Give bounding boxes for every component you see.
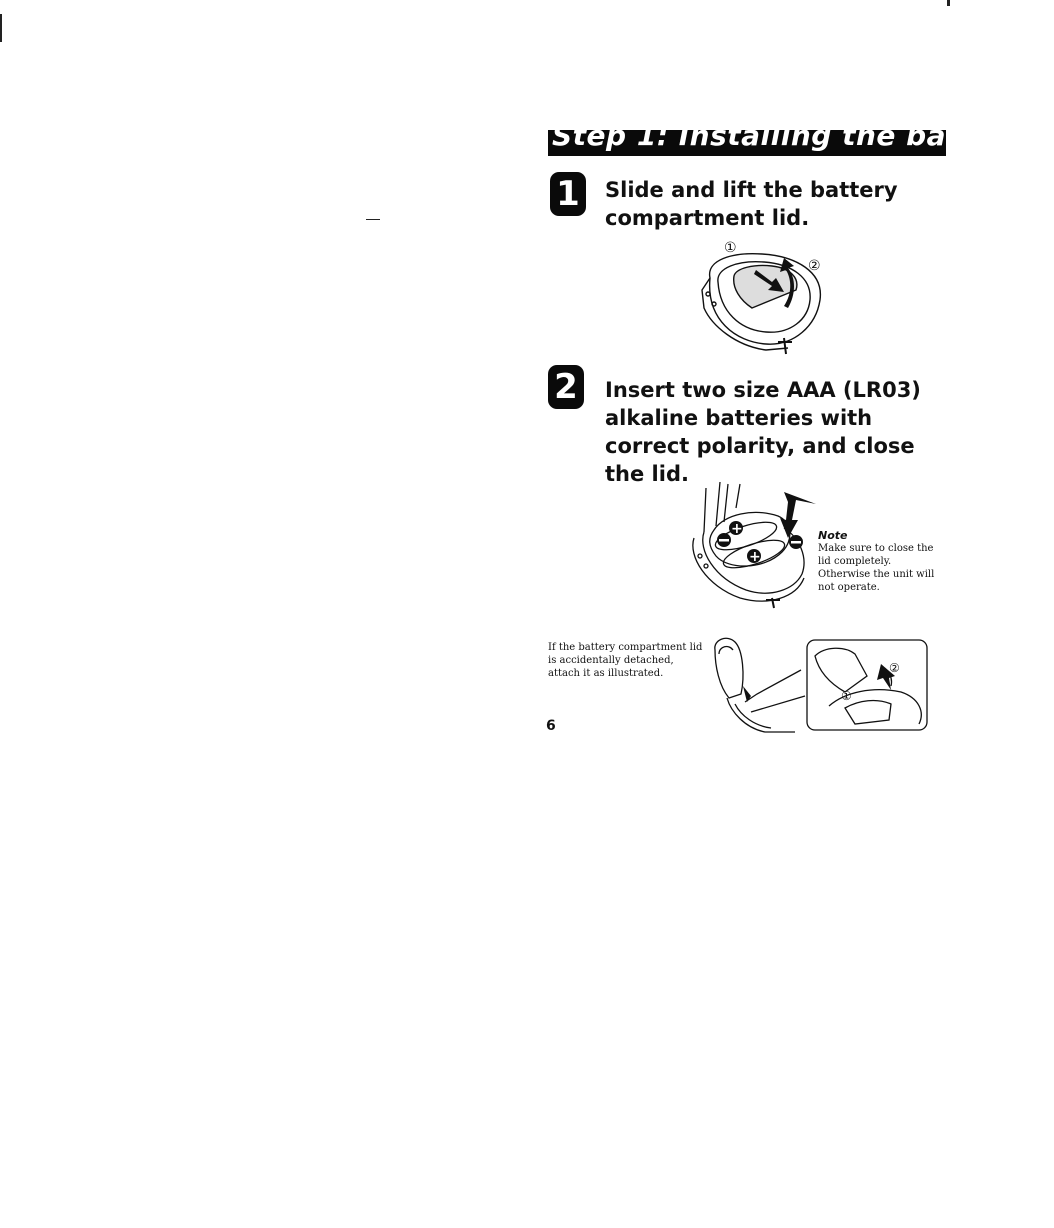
note-body: Make sure to close the lid completely. Otherwise the unit will not operate. [818, 543, 935, 593]
lid-reattach-illustration [705, 636, 930, 736]
note-title: Note [818, 529, 848, 542]
detach-callout-2: ② [889, 661, 900, 675]
detach-callout-1: ① [841, 689, 852, 703]
section-title: Step 1: Installing the batteries [552, 119, 1054, 152]
callout-2: ② [808, 258, 821, 274]
step-badge-2: 2 [548, 365, 584, 409]
step-badge-1: 1 [550, 172, 586, 216]
svg-text:+: + [731, 521, 743, 537]
section-banner [548, 119, 1054, 156]
battery-lid-illustration [692, 238, 832, 356]
svg-text:+: + [749, 549, 761, 565]
step-2-title: Insert two size AAA (LR03) alkaline batteries with correct polarity, and close the lid. [605, 378, 921, 486]
step-1-title: Slide and lift the battery compartment lid. [605, 178, 898, 230]
callout-1: ① [724, 240, 737, 256]
page-number: 6 [546, 718, 556, 734]
scan-mark [366, 219, 380, 220]
scan-mark [0, 14, 2, 42]
battery-insert-illustration [684, 478, 820, 608]
scan-mark [947, 0, 950, 6]
detached-lid-note: If the battery compartment lid is accidentally detached, attach it as illustrated. [548, 642, 703, 679]
